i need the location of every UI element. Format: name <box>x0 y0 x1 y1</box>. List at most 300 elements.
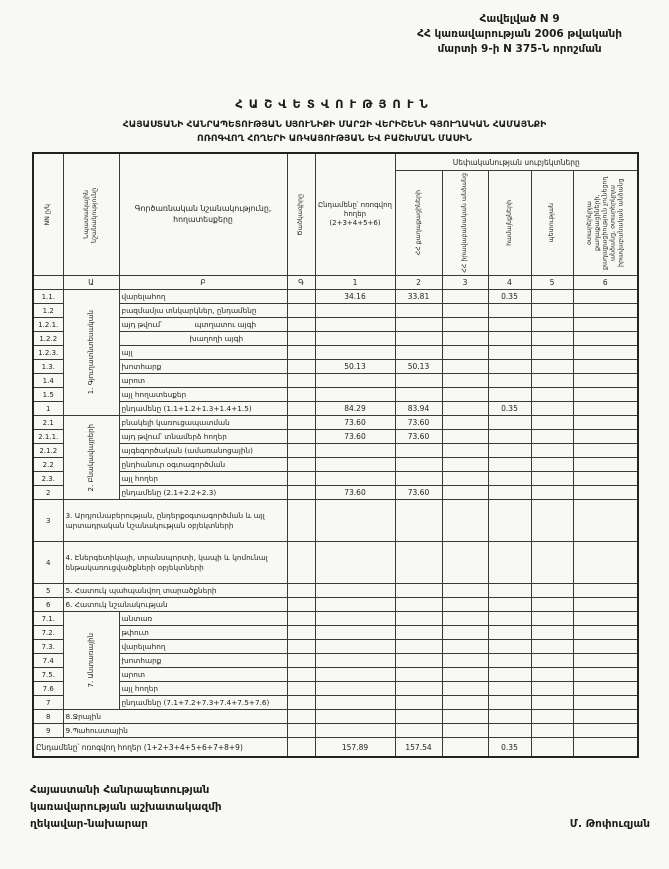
value-cell <box>488 682 531 696</box>
value-cell <box>573 682 638 696</box>
header-legal-entities: ՀՀ իրավաբանական անձանց <box>442 171 488 276</box>
value-cell: 157.54 <box>395 738 442 758</box>
value-cell <box>488 444 531 458</box>
value-cell <box>573 668 638 682</box>
code-cell <box>287 402 315 416</box>
value-cell <box>315 584 395 598</box>
table-row <box>33 710 638 724</box>
land-type-label: խաղողի այգի <box>119 332 287 346</box>
value-cell <box>442 388 488 402</box>
table-row <box>33 500 638 542</box>
table-footer-row <box>33 738 638 758</box>
value-cell <box>573 724 638 738</box>
value-cell <box>573 696 638 710</box>
land-type-label: վարելահող <box>119 290 287 304</box>
column-letter <box>33 276 63 290</box>
value-cell <box>573 318 638 332</box>
value-cell <box>442 402 488 416</box>
table-row <box>33 416 638 430</box>
value-cell <box>442 360 488 374</box>
code-cell <box>287 500 315 542</box>
value-cell <box>531 304 573 318</box>
table-row <box>33 598 638 612</box>
value-cell: 83.94 <box>395 402 442 416</box>
value-cell <box>573 598 638 612</box>
value-cell <box>573 430 638 444</box>
table-row <box>33 472 638 486</box>
value-cell <box>573 654 638 668</box>
value-cell <box>442 584 488 598</box>
land-type-label: այլ <box>119 346 287 360</box>
row-number: 6 <box>33 598 63 612</box>
value-cell <box>531 444 573 458</box>
row-number: 7 <box>33 696 63 710</box>
value-cell: 73.60 <box>395 486 442 500</box>
value-cell <box>315 640 395 654</box>
value-cell: 50.13 <box>315 360 395 374</box>
value-cell <box>531 612 573 626</box>
value-cell: 0.35 <box>488 402 531 416</box>
code-cell <box>287 598 315 612</box>
document-title: ՀԱՇՎԵՏՎՈՒԹՅՈՒՆ <box>235 97 434 111</box>
table-row <box>33 346 638 360</box>
code-cell <box>287 374 315 388</box>
land-type-label: խոտհարք <box>119 654 287 668</box>
group-label-text: 2. Բնակավայրերի <box>87 423 95 492</box>
title-block <box>0 97 669 147</box>
land-type-label: ընդամենը (2.1+2.2+2.3) <box>119 486 287 500</box>
group-label-text: 1. Գյուղատնտեսական <box>87 310 95 395</box>
table-row <box>33 612 638 626</box>
value-cell <box>531 584 573 598</box>
value-cell <box>573 416 638 430</box>
row-number: 5 <box>33 584 63 598</box>
value-cell <box>395 346 442 360</box>
land-type-label: այգեգործական (ամառանոցային) <box>119 444 287 458</box>
code-cell <box>287 458 315 472</box>
table-row <box>33 458 638 472</box>
value-cell <box>573 458 638 472</box>
column-letter: Գ <box>287 276 315 290</box>
table-row <box>33 402 638 416</box>
value-cell <box>488 458 531 472</box>
row-number: 7.4 <box>33 654 63 668</box>
value-cell <box>531 738 573 758</box>
value-cell <box>573 290 638 304</box>
value-cell <box>573 332 638 346</box>
row-number: 1.2.2 <box>33 332 63 346</box>
value-cell <box>395 500 442 542</box>
value-cell <box>395 710 442 724</box>
row-number: 9 <box>33 724 63 738</box>
value-cell <box>315 304 395 318</box>
table-row <box>33 682 638 696</box>
table-row <box>33 542 638 584</box>
value-cell <box>315 598 395 612</box>
table-row <box>33 430 638 444</box>
land-type-label: վարելահող <box>119 640 287 654</box>
row-number: 2 <box>33 486 63 500</box>
value-cell <box>488 360 531 374</box>
value-cell <box>531 290 573 304</box>
code-cell <box>287 682 315 696</box>
value-cell <box>488 346 531 360</box>
signature-line: կառավարության աշխատակազմի <box>30 800 222 813</box>
value-cell <box>315 696 395 710</box>
value-cell <box>442 542 488 584</box>
land-type-label: ընդամենը (1.1+1.2+1.3+1.4+1.5) <box>119 402 287 416</box>
value-cell <box>488 584 531 598</box>
row-number: 4 <box>33 542 63 584</box>
code-cell <box>287 290 315 304</box>
value-cell <box>531 388 573 402</box>
code-cell <box>287 668 315 682</box>
value-cell <box>315 710 395 724</box>
value-cell <box>531 500 573 542</box>
land-type-label: այդ թվում՝ տնամերձ հողեր <box>119 430 287 444</box>
header-foreign: օտարերկրյա քաղաքացիների, քաղաքացիություն չունեցող անձանց, օտարերկրյա իրավաբանական անձանց <box>573 171 638 276</box>
group-label <box>63 612 119 710</box>
value-cell <box>442 430 488 444</box>
land-type-label: ընդհանուր օգտագործման <box>119 458 287 472</box>
value-cell <box>442 304 488 318</box>
value-cell <box>395 388 442 402</box>
header-purpose: Նպատակային նշանակությունը <box>63 153 119 276</box>
value-cell <box>531 318 573 332</box>
value-cell: 0.35 <box>488 290 531 304</box>
table-row <box>33 360 638 374</box>
value-cell <box>395 598 442 612</box>
value-cell <box>531 682 573 696</box>
value-cell <box>315 668 395 682</box>
value-cell <box>573 388 638 402</box>
document-subtitle <box>0 118 669 147</box>
value-cell <box>488 598 531 612</box>
code-cell <box>287 318 315 332</box>
code-cell <box>287 696 315 710</box>
land-type-label: այլ հողեր <box>119 472 287 486</box>
irrigated-land-table <box>32 152 639 758</box>
table-row <box>33 388 638 402</box>
row-number: 1.2.1. <box>33 318 63 332</box>
row-number: 1.4 <box>33 374 63 388</box>
value-cell <box>442 346 488 360</box>
value-cell <box>442 472 488 486</box>
group-label <box>63 416 119 500</box>
value-cell <box>442 290 488 304</box>
value-cell <box>531 710 573 724</box>
value-cell: 73.60 <box>395 430 442 444</box>
value-cell <box>488 374 531 388</box>
table-row <box>33 318 638 332</box>
value-cell <box>488 668 531 682</box>
value-cell <box>531 332 573 346</box>
value-cell <box>488 472 531 486</box>
column-letters-row <box>33 276 638 290</box>
value-cell <box>573 486 638 500</box>
value-cell <box>315 542 395 584</box>
value-cell <box>573 304 638 318</box>
value-cell <box>442 598 488 612</box>
value-cell <box>488 332 531 346</box>
value-cell <box>573 584 638 598</box>
code-cell <box>287 654 315 668</box>
row-number: 1 <box>33 402 63 416</box>
code-cell <box>287 360 315 374</box>
column-letter: 6 <box>573 276 638 290</box>
code-cell <box>287 416 315 430</box>
value-cell <box>531 374 573 388</box>
value-cell <box>395 612 442 626</box>
column-letter: 3 <box>442 276 488 290</box>
code-cell <box>287 444 315 458</box>
row-number: 7.5. <box>33 668 63 682</box>
value-cell <box>315 318 395 332</box>
value-cell <box>531 696 573 710</box>
group-label <box>63 290 119 416</box>
land-type-label: 6. Հատուկ նշանակության <box>63 598 287 612</box>
group-label-text: 7. Անտառային <box>87 633 95 688</box>
value-cell <box>315 458 395 472</box>
header-communities: համայնքների <box>488 171 531 276</box>
value-cell <box>395 374 442 388</box>
value-cell <box>573 738 638 758</box>
signature-line: Հայաստանի Հանրապետության <box>30 784 210 796</box>
row-number: 7.2. <box>33 626 63 640</box>
header-landtype: Գործառնական նշանակությունը, հողատեսքերը <box>119 153 287 276</box>
value-cell <box>531 346 573 360</box>
code-cell <box>287 486 315 500</box>
value-cell <box>395 682 442 696</box>
value-cell <box>315 612 395 626</box>
value-cell <box>395 304 442 318</box>
value-cell <box>442 500 488 542</box>
value-cell <box>488 710 531 724</box>
table-row <box>33 584 638 598</box>
value-cell <box>315 724 395 738</box>
value-cell <box>315 346 395 360</box>
land-type-label: 5. Հատուկ պահպանվող տարածքների <box>63 584 287 598</box>
value-cell <box>395 654 442 668</box>
code-cell <box>287 640 315 654</box>
value-cell <box>531 472 573 486</box>
value-cell <box>488 430 531 444</box>
land-type-label: 3. Արդյունաբերության, ընդերքօգտագործման և այլ արտադրական նշանակության օբյեկտների <box>63 500 287 542</box>
value-cell <box>442 318 488 332</box>
value-cell <box>395 584 442 598</box>
code-cell <box>287 304 315 318</box>
value-cell <box>531 430 573 444</box>
header-citizens: ՀՀ քաղաքացիների <box>395 171 442 276</box>
value-cell <box>442 696 488 710</box>
value-cell <box>488 304 531 318</box>
code-cell <box>287 388 315 402</box>
value-cell: 84.29 <box>315 402 395 416</box>
value-cell <box>488 542 531 584</box>
row-number: 2.1.1. <box>33 430 63 444</box>
value-cell <box>531 668 573 682</box>
value-cell <box>573 626 638 640</box>
column-letter: 1 <box>315 276 395 290</box>
value-cell <box>395 318 442 332</box>
row-number: 1.2 <box>33 304 63 318</box>
value-cell <box>395 640 442 654</box>
land-type-label: արոտ <box>119 668 287 682</box>
code-cell <box>287 710 315 724</box>
footer-total-label: Ընդամենը՝ ոռոգվող հողեր (1+2+3+4+5+6+7+8+9) <box>33 738 287 758</box>
value-cell <box>395 542 442 584</box>
land-type-label: այլ հողեր <box>119 682 287 696</box>
column-letter: 4 <box>488 276 531 290</box>
header-total: Ընդամենը՝ ոռոգվող հողեր (2+3+4+5+6) <box>315 153 395 276</box>
table-row <box>33 444 638 458</box>
table-row <box>33 332 638 346</box>
value-cell <box>488 696 531 710</box>
code-cell <box>287 738 315 758</box>
value-cell <box>573 710 638 724</box>
value-cell <box>315 374 395 388</box>
table-row <box>33 304 638 318</box>
value-cell <box>531 626 573 640</box>
value-cell <box>442 416 488 430</box>
appendix-line: Հավելված N 9 <box>479 13 560 25</box>
row-number: 8 <box>33 710 63 724</box>
value-cell <box>531 640 573 654</box>
row-number: 1.3. <box>33 360 63 374</box>
code-cell <box>287 626 315 640</box>
row-number: 2.1.2 <box>33 444 63 458</box>
value-cell <box>315 388 395 402</box>
value-cell: 73.60 <box>315 430 395 444</box>
value-cell <box>442 612 488 626</box>
value-cell <box>442 458 488 472</box>
value-cell <box>442 682 488 696</box>
land-type-label: 4. Էներգետիկայի, տրանսպորտի, կապի և կոմունալ ենթակառուցվածքների օբյեկտների <box>63 542 287 584</box>
value-cell <box>573 472 638 486</box>
row-number: 7.3. <box>33 640 63 654</box>
row-number: 2.3. <box>33 472 63 486</box>
subtitle-line: ՈՌՈԳՎՈՂ ՀՈՂԵՐԻ ԱՌԿԱՅՈՒԹՅԱՆ ԵՎ ԲԱՇԽՄԱՆ ՄԱՍԻՆ <box>196 133 472 145</box>
header-state: պետության <box>531 171 573 276</box>
value-cell <box>442 738 488 758</box>
table-header-row-1 <box>33 153 638 171</box>
value-cell <box>442 654 488 668</box>
signature-block <box>30 782 222 832</box>
value-cell <box>442 668 488 682</box>
table-body <box>33 290 638 738</box>
value-cell <box>315 682 395 696</box>
value-cell <box>573 640 638 654</box>
appendix-reference <box>417 12 622 58</box>
table-row <box>33 640 638 654</box>
land-type-label: այլ հողատեսքեր <box>119 388 287 402</box>
row-number: 3 <box>33 500 63 542</box>
value-cell <box>315 654 395 668</box>
code-cell <box>287 430 315 444</box>
column-letter: Բ <box>119 276 287 290</box>
value-cell <box>442 710 488 724</box>
value-cell <box>531 402 573 416</box>
row-number: 1.1. <box>33 290 63 304</box>
appendix-line: մարտի 9-ի N 375-Ն որոշման <box>437 43 602 56</box>
table-row <box>33 626 638 640</box>
value-cell <box>488 612 531 626</box>
value-cell <box>395 696 442 710</box>
land-type-label: բազմամյա տնկարկներ, ընդամենը <box>119 304 287 318</box>
value-cell <box>488 388 531 402</box>
value-cell <box>395 668 442 682</box>
column-letter: Ա <box>63 276 119 290</box>
land-type-label: բնակելի կառուցապատման <box>119 416 287 430</box>
value-cell <box>573 374 638 388</box>
value-cell <box>442 332 488 346</box>
value-cell <box>573 444 638 458</box>
code-cell <box>287 584 315 598</box>
land-type-label: թփուտ <box>119 626 287 640</box>
table-row <box>33 696 638 710</box>
land-type-label: 9.Պահուստային <box>63 724 287 738</box>
subtitle-line: ՀԱՅԱՍՏԱՆԻ ՀԱՆՐԱՊԵՏՈՒԹՅԱՆ ՍՅՈՒՆԻՔԻ ՄԱՐԶԻ ՎԵՐԻՇԵՆԻ ԳՅՈՒՂԱԿԱՆ ՀԱՄԱՅՆՔԻ <box>122 119 547 130</box>
table-row <box>33 486 638 500</box>
value-cell <box>395 472 442 486</box>
land-type-label: ընդամենը (7.1+7.2+7.3+7.4+7.5+7.6) <box>119 696 287 710</box>
row-number: 1.5 <box>33 388 63 402</box>
value-cell <box>573 360 638 374</box>
value-cell <box>442 444 488 458</box>
row-number: 7.6 <box>33 682 63 696</box>
appendix-line: ՀՀ կառավարության 2006 թվականի <box>417 28 622 41</box>
value-cell <box>488 486 531 500</box>
table-row <box>33 668 638 682</box>
value-cell <box>315 500 395 542</box>
value-cell <box>531 598 573 612</box>
column-letter: 5 <box>531 276 573 290</box>
value-cell <box>573 542 638 584</box>
value-cell <box>395 332 442 346</box>
land-type-label: անտառ <box>119 612 287 626</box>
land-type-label: խոտհարք <box>119 360 287 374</box>
value-cell: 34.16 <box>315 290 395 304</box>
value-cell <box>315 626 395 640</box>
value-cell <box>488 500 531 542</box>
value-cell <box>395 724 442 738</box>
value-cell: 73.60 <box>315 416 395 430</box>
value-cell <box>531 724 573 738</box>
value-cell <box>573 500 638 542</box>
value-cell <box>315 444 395 458</box>
code-cell <box>287 542 315 584</box>
value-cell <box>442 626 488 640</box>
value-cell <box>531 360 573 374</box>
row-number: 2.2 <box>33 458 63 472</box>
signatory-name: Մ. Թոփուզյան <box>569 818 650 830</box>
value-cell <box>531 542 573 584</box>
value-cell <box>573 346 638 360</box>
value-cell: 0.35 <box>488 738 531 758</box>
value-cell: 50.13 <box>395 360 442 374</box>
value-cell <box>442 640 488 654</box>
code-cell <box>287 612 315 626</box>
header-nn: NN ը/կ <box>33 153 63 276</box>
table-row <box>33 290 638 304</box>
value-cell <box>315 332 395 346</box>
land-type-label: 8.Ջրային <box>63 710 287 724</box>
land-type-label: արոտ <box>119 374 287 388</box>
table-row <box>33 374 638 388</box>
value-cell <box>442 724 488 738</box>
code-cell <box>287 724 315 738</box>
value-cell <box>531 458 573 472</box>
